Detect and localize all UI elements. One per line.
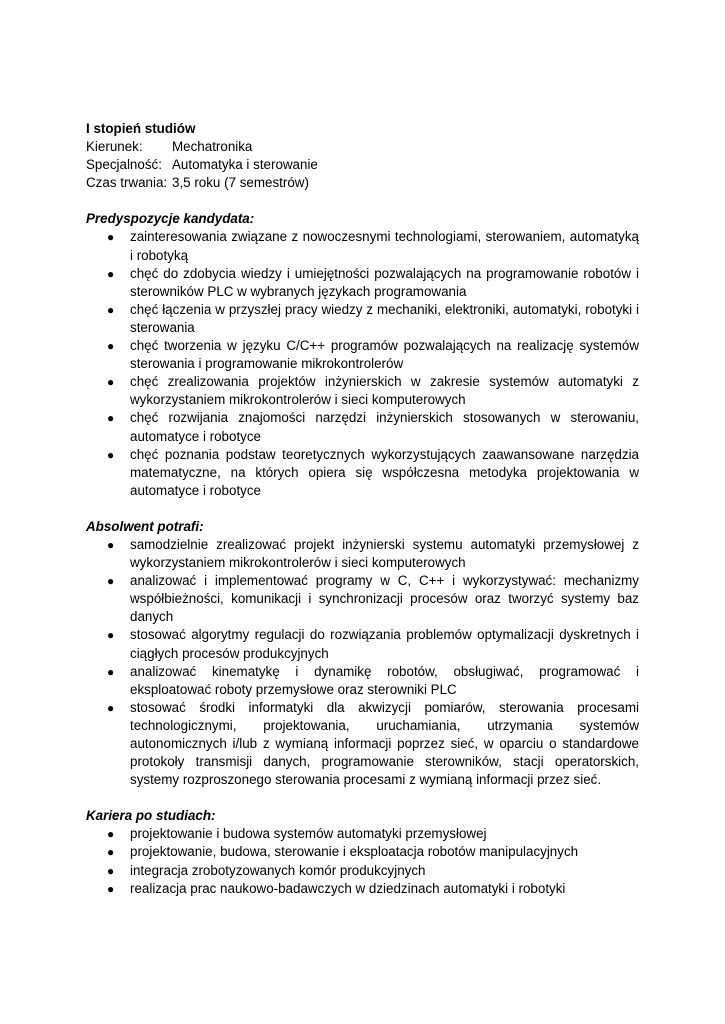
info-row-czas-trwania xyxy=(86,174,639,192)
bullet-icon: ● xyxy=(107,700,115,715)
predyspozycje-list xyxy=(86,228,639,499)
list-item: ● integracja zrobotyzowanych komór produkcyjnych xyxy=(86,862,639,880)
list-item: ● projektowanie, budowa, sterowanie i eksploatacja robotów manipulacyjnych xyxy=(86,843,639,861)
section-heading-absolwent: Absolwent potrafi: xyxy=(86,518,204,534)
list-item: ● chęć do zdobycia wiedzy i umiejętności pozwalających na programowanie robotów i sterowników PLC w wybranych językach programowania xyxy=(107,265,639,299)
bullet-icon: ● xyxy=(107,302,115,317)
list-item: ● stosować algorytmy regulacji do rozwiązania problemów optymalizacji dyskretnych i ciągłych procesów produkcyjnych xyxy=(107,627,639,661)
list-item: ● chęć tworzenia w języku C/C++ programów pozwalających na realizację systemów sterowania i programowanie mikrokontrolerów xyxy=(107,338,639,372)
info-value: Automatyka i sterowanie xyxy=(172,157,318,173)
bullet-icon: ● xyxy=(107,863,115,878)
info-value: Mechatronika xyxy=(172,139,253,155)
study-info xyxy=(86,138,639,192)
bullet-icon: ● xyxy=(107,628,115,643)
bullet-icon: ● xyxy=(107,574,115,589)
list-item: ● zainteresowania związane z nowoczesnymi technologiami, sterowaniem, automatyką i robotyką xyxy=(107,229,639,263)
bullet-icon: ● xyxy=(107,230,115,245)
page-title: I stopień studiów xyxy=(86,121,196,136)
list-item: ● analizować i implementować programy w C, C++ i wykorzystywać: mechanizmy współbieżności, komunikacji i synchronizacji procesów oraz tworzyć systemy baz danych xyxy=(107,573,639,625)
info-value: 3,5 roku (7 semestrów) xyxy=(172,175,309,191)
bullet-icon: ● xyxy=(107,537,115,552)
info-key: Kierunek: xyxy=(86,139,143,155)
section-heading-kariera: Kariera po studiach: xyxy=(86,808,216,824)
list-item: ● projektowanie i budowa systemów automatyki przemysłowej xyxy=(86,825,639,843)
info-key: Specjalność: xyxy=(86,157,162,173)
absolwent-list xyxy=(86,536,639,789)
section-heading-predyspozycje: Predyspozycje kandydata: xyxy=(86,211,255,227)
bullet-icon: ● xyxy=(107,411,115,426)
bullet-icon: ● xyxy=(107,447,115,462)
bullet-icon: ● xyxy=(107,375,115,390)
list-item: ● chęć zrealizowania projektów inżynierskich w zakresie systemów automatyki z wykorzystaniem mikrokontrolerów i sieci komputerowych xyxy=(107,374,639,408)
bullet-icon: ● xyxy=(107,266,115,281)
kariera-list xyxy=(86,825,639,897)
list-item: ● stosować środki informatyki dla akwizycji pomiarów, sterowania procesami technologicznymi, projektowania, uruchamiania, utrzymania systemów autonomicznych i/lub z wymianą informacji poprzez sieć, w oparciu o standardowe protokoły transmisji danych, programowanie sterowników, stacji operatorskich, systemy rozproszonego sterowania procesami z wymianą informacji przez sieć. xyxy=(107,699,639,788)
bullet-icon: ● xyxy=(107,845,115,860)
info-row-specjalnosc xyxy=(86,156,639,174)
list-item: ● chęć poznania podstaw teoretycznych wykorzystujących zaawansowane narzędzia matematyczne, na których opiera się współczesna metodyka projektowania w automatyce i robotyce xyxy=(107,446,639,498)
list-item: ● chęć rozwijania znajomości narzędzi inżynierskich stosowanych w sterowaniu, automatyce i robotyce xyxy=(107,410,639,444)
bullet-icon: ● xyxy=(107,339,115,354)
list-item: ● analizować kinematykę i dynamikę robotów, obsługiwać, programować i eksploatować roboty przemysłowe oraz sterowniki PLC xyxy=(107,663,639,697)
list-item: ● chęć łączenia w przyszłej pracy wiedzy z mechaniki, elektroniki, automatyki, robotyki i sterowania xyxy=(107,301,639,335)
info-row-kierunek xyxy=(86,138,639,156)
bullet-icon: ● xyxy=(107,827,115,842)
bullet-icon: ● xyxy=(107,881,115,896)
list-item: ● realizacja prac naukowo-badawczych w dziedzinach automatyki i robotyki xyxy=(86,880,639,898)
list-item: ● samodzielnie zrealizować projekt inżynierski systemu automatyki przemysłowej z wykorzystaniem mikrokontrolerów i sieci komputerowych xyxy=(107,536,639,571)
bullet-icon: ● xyxy=(107,664,115,679)
info-key: Czas trwania: xyxy=(86,175,168,191)
